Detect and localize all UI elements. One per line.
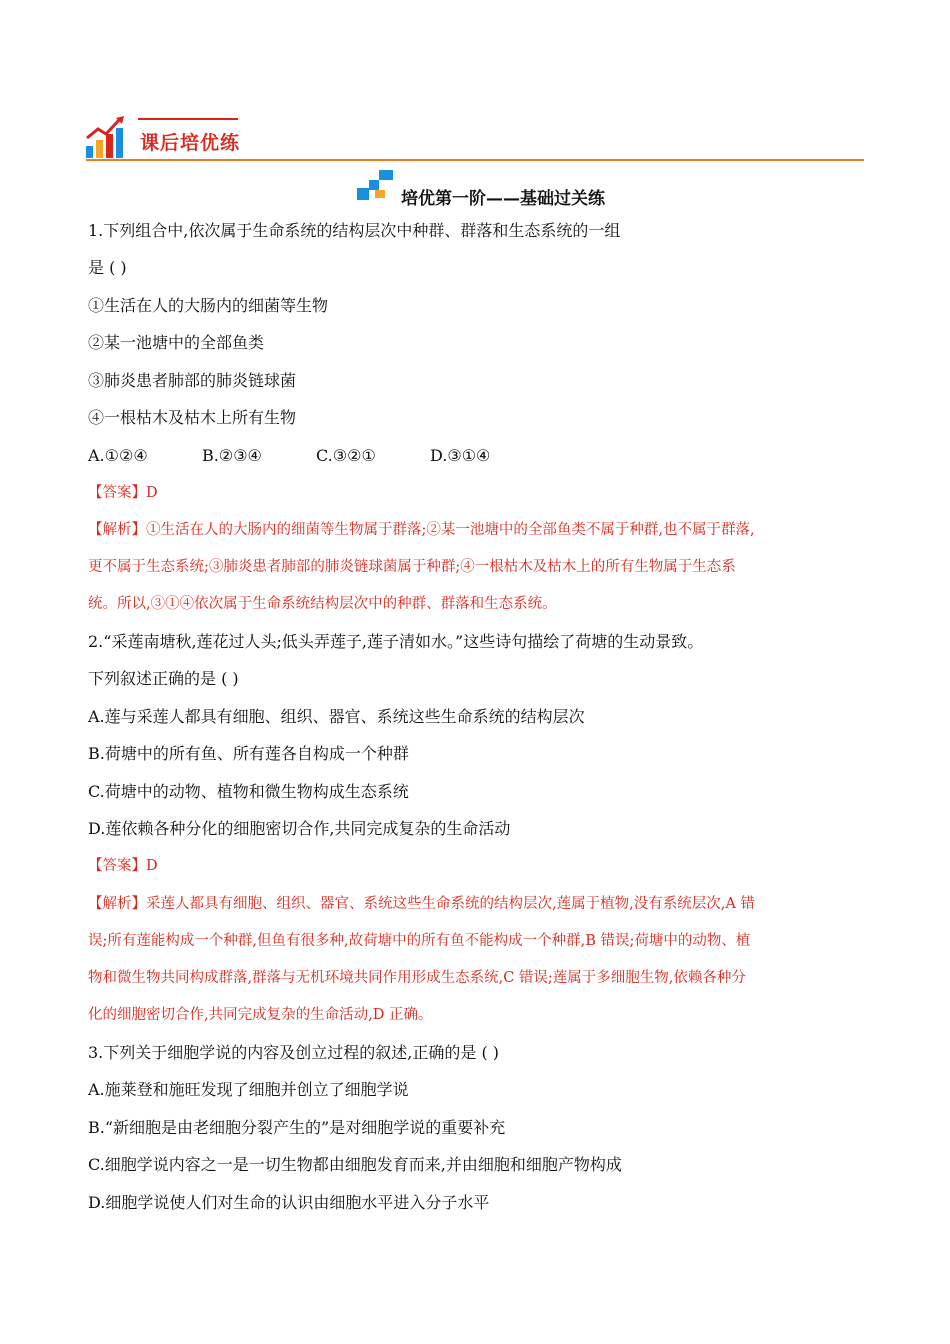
q1-stem-line2: 是 ( ) [88,258,127,277]
q1-option-d: D.③①④ [430,446,491,465]
q1-item-4: ④一根枯木及枯木上所有生物 [88,408,297,427]
q2-answer [88,855,158,877]
page-header [86,110,864,162]
header-divider [86,159,864,161]
analysis-label: 【解析】 [88,522,146,538]
q2-analysis-line3: 物和微生物共同构成群落,群落与无机环境共同作用形成生态系统,C 错误;莲属于多细胞生物,依赖各种分 [88,970,746,986]
answer-label: 【答案】 [88,485,146,501]
q2-stem-line1: 2.“采莲南塘秋,莲花过人头;低头弄莲子,莲子清如水。”这些诗句描绘了荷塘的生动景致。 [88,632,704,651]
answer-label: 【答案】 [88,858,146,874]
q3-stem: 3.下列关于细胞学说的内容及创立过程的叙述,正确的是 ( ) [88,1043,500,1062]
section-title: 培优第一阶——基础过关练 [401,189,605,209]
header-accent-line [138,118,238,120]
q1-option-c: C.③②① [316,446,376,465]
q2-analysis-line1 [88,893,755,915]
answer-value: D [146,858,158,874]
steps-icon [357,168,397,200]
q1-stem-line1: 1.下列组合中,依次属于生命系统的结构层次中种群、群落和生态系统的一组 [88,221,621,240]
q3-option-d: D.细胞学说使人们对生命的认识由细胞水平进入分子水平 [88,1193,490,1212]
growth-chart-icon [86,116,128,158]
q2-stem-line2: 下列叙述正确的是 ( ) [88,669,239,688]
analysis-text: 采莲人都具有细胞、组织、器官、系统这些生命系统的结构层次,莲属于植物,没有系统层次,A 错 [146,896,755,912]
page-title: 课后培优练 [140,132,241,154]
q1-answer [88,482,158,504]
q1-item-2: ②某一池塘中的全部鱼类 [88,333,265,352]
q1-item-1: ①生活在人的大肠内的细菌等生物 [88,296,329,315]
q2-option-a: A.莲与采莲人都具有细胞、组织、器官、系统这些生命系统的结构层次 [88,707,585,726]
q1-options [88,445,490,467]
q1-option-a: A.①②④ [88,446,148,465]
q1-option-b: B.②③④ [202,446,262,465]
q3-option-c: C.细胞学说内容之一是一切生物都由细胞发育而来,并由细胞和细胞产物构成 [88,1155,622,1174]
q2-option-b: B.荷塘中的所有鱼、所有莲各自构成一个种群 [88,744,409,763]
q1-analysis-line1 [88,519,755,541]
q2-analysis-line2: 误;所有莲能构成一个种群,但鱼有很多种,故荷塘中的所有鱼不能构成一个种群,B 错误;荷塘中的动物、植 [88,933,751,949]
q1-analysis-line3: 统。所以,③①④依次属于生命系统结构层次中的种群、群落和生态系统。 [88,596,557,612]
section-heading [0,168,950,208]
q1-analysis-line2: 更不属于生态系统;③肺炎患者肺部的肺炎链球菌属于种群;④一根枯木及枯木上的所有生物属于生态系 [88,559,736,575]
analysis-text: ①生活在人的大肠内的细菌等生物属于群落;②某一池塘中的全部鱼类不属于种群,也不属于群落, [146,522,755,538]
answer-value: D [146,485,158,501]
analysis-label: 【解析】 [88,896,146,912]
q1-item-3: ③肺炎患者肺部的肺炎链球菌 [88,371,297,390]
q2-option-d: D.莲依赖各种分化的细胞密切合作,共同完成复杂的生命活动 [88,819,511,838]
q2-option-c: C.荷塘中的动物、植物和微生物构成生态系统 [88,782,409,801]
q3-option-a: A.施莱登和施旺发现了细胞并创立了细胞学说 [88,1080,409,1099]
q2-analysis-line4: 化的细胞密切合作,共同完成复杂的生命活动,D 正确。 [88,1007,433,1023]
q3-option-b: B.“新细胞是由老细胞分裂产生的”是对细胞学说的重要补充 [88,1118,506,1137]
